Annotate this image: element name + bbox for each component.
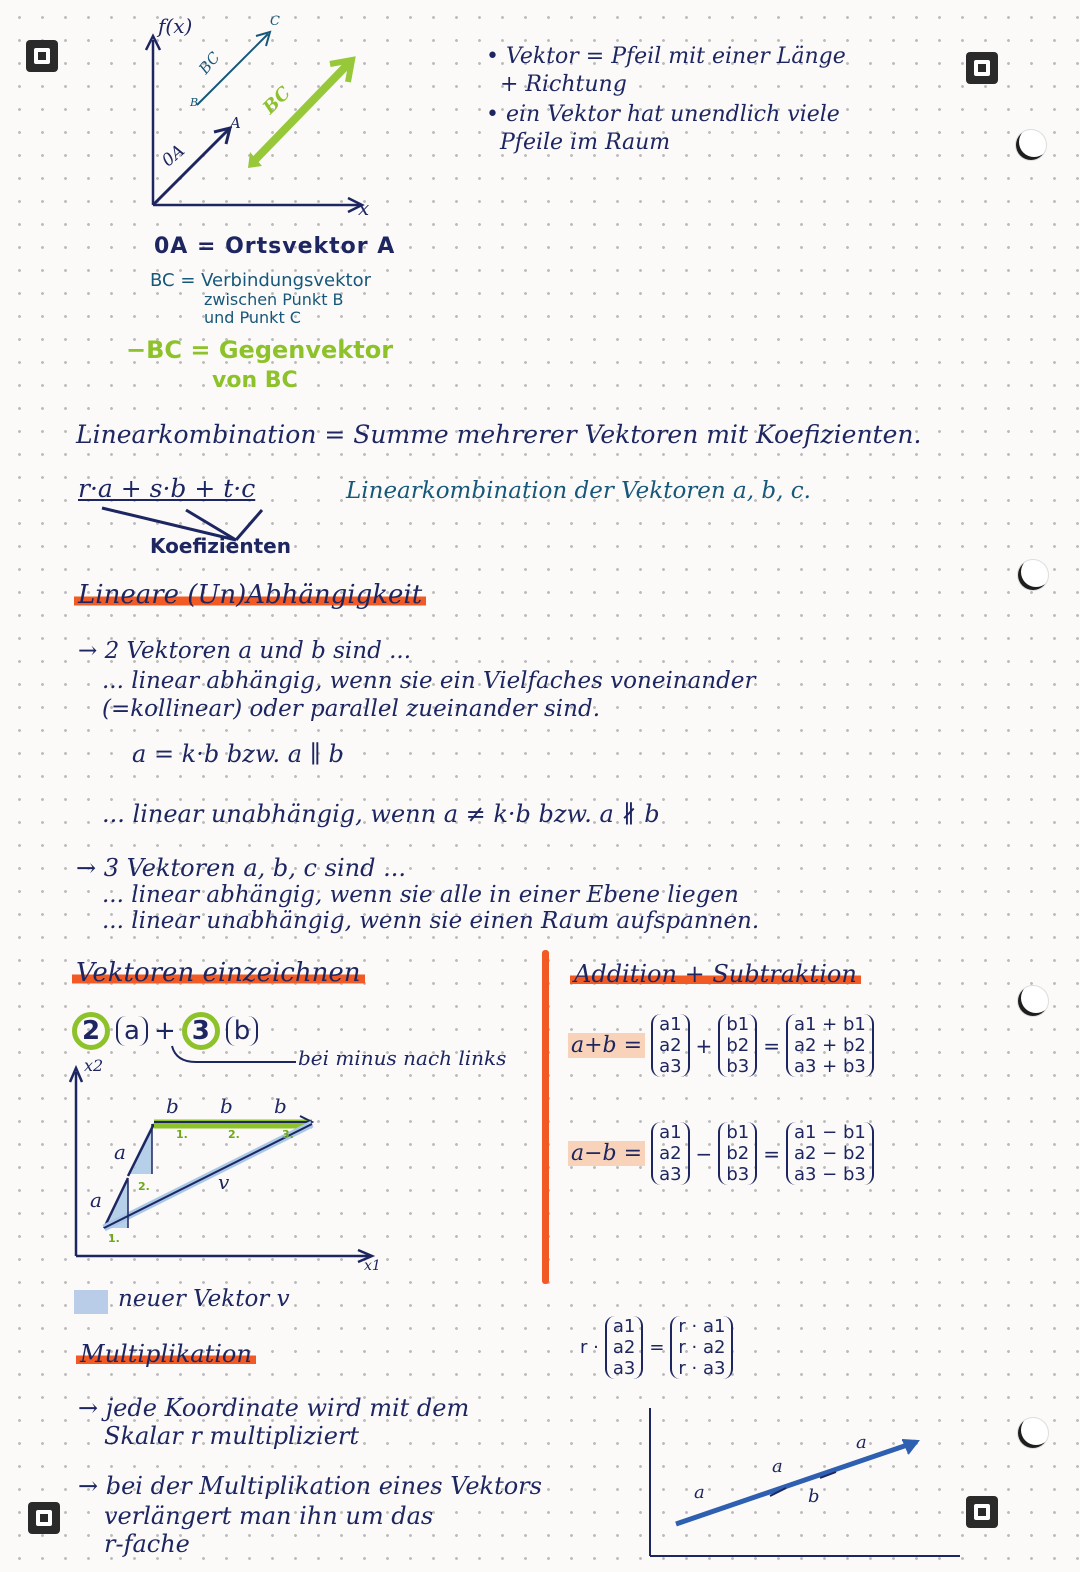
abh-three-2: ... linear abhängig, wenn sie alle in einer Ebene liegen	[102, 882, 739, 908]
add-plus: +	[695, 1033, 713, 1058]
graph2-a-label-2: a	[90, 1188, 102, 1212]
abh-two-4: ... linear unabhängig, wenn a ≠ k·b bzw. a ∦ b	[102, 800, 660, 828]
matrix-a-sub-1: a1	[659, 1122, 682, 1143]
matrix-diff-3: a3 − b3	[793, 1164, 866, 1185]
matrix-a-sub-2: a2	[659, 1143, 682, 1164]
label-oa: 0A	[158, 140, 189, 172]
label-a: A	[230, 114, 241, 132]
mult-line-2: Skalar r multipliziert	[104, 1422, 360, 1450]
def-gegenvektor-1: −BC = Gegenvektor	[126, 336, 394, 364]
matrix-diff-1: a1 − b1	[793, 1122, 866, 1143]
abh-two-1: → 2 Vektoren a und b sind ...	[78, 638, 412, 664]
matrix-b-sub-3: b3	[726, 1164, 750, 1185]
linearkombination-description: Linearkombination der Vektoren a, b, c.	[346, 478, 811, 504]
label-c: C	[270, 14, 280, 29]
matrix-b-sub-1: b1	[726, 1122, 750, 1143]
graph3-label-a-3: a	[856, 1432, 867, 1453]
graph2-step-3: 3.	[282, 1128, 294, 1141]
def-verbindung-2: zwischen Punkt B	[204, 290, 344, 309]
graph3-label-a-1: a	[694, 1482, 705, 1503]
graph3-label-b: b	[808, 1486, 820, 1507]
koeffizienten-label: Koefizienten	[150, 534, 291, 558]
matrix-a-mult-2: a2	[612, 1337, 636, 1358]
matrix-a-sub-3: a3	[659, 1164, 682, 1185]
def-verbindung-1: BC = Verbindungsvektor	[150, 270, 372, 291]
matrix-b-2: b2	[726, 1035, 750, 1056]
mult-line-4: verlängert man ihn um das	[104, 1502, 434, 1530]
heading-addition: Addition + Subtraktion	[570, 960, 861, 988]
matrix-a-1: a1	[659, 1014, 682, 1035]
abh-formula-1: a = k·b bzw. a ∥ b	[132, 740, 344, 768]
mult-line-1: → jede Koordinate wird mit dem	[78, 1394, 470, 1422]
note-vektor-def: • Vektor = Pfeil mit einer Länge	[486, 44, 846, 69]
sub-lhs: a−b =	[568, 1141, 645, 1166]
matrix-b-3: b3	[726, 1056, 750, 1077]
note-unendlich: • ein Vektor hat unendlich viele	[486, 102, 840, 127]
abh-two-3: (=kollinear) oder parallel zueinander sind.	[102, 696, 601, 722]
def-verbindung-3: und Punkt C	[204, 308, 301, 327]
graph3-label-a-2: a	[772, 1456, 783, 1477]
linearkombination-formula: r·a + s·b + t·c	[78, 474, 256, 503]
matrix-ra-2: r · a2	[678, 1337, 726, 1358]
label-bc-green: BC	[258, 82, 295, 119]
y-axis-label: f(x)	[158, 14, 193, 38]
plus-sign: +	[153, 1016, 176, 1046]
sub-minus: −	[695, 1141, 713, 1166]
matrix-b-sub-2: b2	[726, 1143, 750, 1164]
graph2-step-2b: 2.	[228, 1128, 240, 1141]
matrix-b-1: b1	[726, 1014, 750, 1035]
heading-einzeichnen: Vektoren einzeichnen	[72, 958, 365, 988]
vector-b-column: b	[226, 1016, 259, 1046]
minus-note: bei minus nach links	[298, 1046, 507, 1070]
linearkombination-definition: Linearkombination = Summe mehrerer Vektoren mit Koefizienten.	[76, 420, 922, 449]
matrix-sum-2: a2 + b2	[793, 1035, 866, 1056]
graph2-step-1: 1.	[108, 1232, 120, 1245]
graph2-step-1b: 1.	[176, 1128, 188, 1141]
axis-x1: x1	[364, 1258, 381, 1274]
coeff-circle-2: 2	[72, 1012, 110, 1050]
matrix-a-2: a2	[659, 1035, 682, 1056]
mult-eq: =	[649, 1337, 665, 1358]
add-lhs: a+b =	[568, 1033, 645, 1058]
note-pfeile: Pfeile im Raum	[500, 130, 671, 155]
graph2-a-label-1: a	[114, 1140, 126, 1164]
mult-line-5: r-fache	[104, 1530, 190, 1558]
matrix-a-3: a3	[659, 1056, 682, 1077]
axis-x2: x2	[84, 1056, 104, 1075]
heading-multiplikation: Multiplikation	[76, 1340, 256, 1368]
scalar-r: r ·	[580, 1337, 599, 1358]
add-eq: =	[763, 1033, 780, 1058]
graph2-b-label-3: b	[274, 1094, 287, 1118]
graph2-v-label: v	[218, 1170, 230, 1194]
mult-line-3: → bei der Multiplikation eines Vektors	[78, 1472, 542, 1500]
sub-eq: =	[763, 1141, 780, 1166]
label-bc: BC	[195, 48, 224, 78]
matrix-sum-3: a3 + b3	[793, 1056, 866, 1077]
matrix-sum-1: a1 + b1	[793, 1014, 866, 1035]
heading-abhaengigkeit: Lineare (Un)Abhängigkeit	[74, 580, 426, 610]
graph2-b-label-2: b	[220, 1094, 233, 1118]
matrix-a-mult-1: a1	[612, 1316, 636, 1337]
note-richtung: + Richtung	[500, 72, 627, 97]
def-gegenvektor-2: von BC	[212, 368, 298, 393]
legend-neuer-vektor: neuer Vektor v	[118, 1286, 290, 1312]
coeff-circle-3: 3	[182, 1012, 220, 1050]
abh-three-3: ... linear unabhängig, wenn sie einen Raum aufspannen.	[102, 908, 760, 934]
matrix-diff-2: a2 − b2	[793, 1143, 866, 1164]
abh-three-1: → 3 Vektoren a, b, c sind ...	[76, 854, 406, 882]
label-b: B	[190, 96, 199, 109]
x-axis-label: x	[358, 196, 370, 220]
graph2-step-2: 2.	[138, 1180, 150, 1193]
matrix-a-mult-3: a3	[612, 1358, 636, 1379]
graph2-b-label-1: b	[166, 1094, 179, 1118]
vector-a-column: a	[116, 1016, 148, 1046]
matrix-ra-3: r · a3	[678, 1358, 726, 1379]
matrix-ra-1: r · a1	[678, 1316, 726, 1337]
abh-two-2: ... linear abhängig, wenn sie ein Vielfaches voneinander	[102, 668, 756, 694]
def-ortsvektor: 0A = Ortsvektor A	[154, 234, 396, 259]
